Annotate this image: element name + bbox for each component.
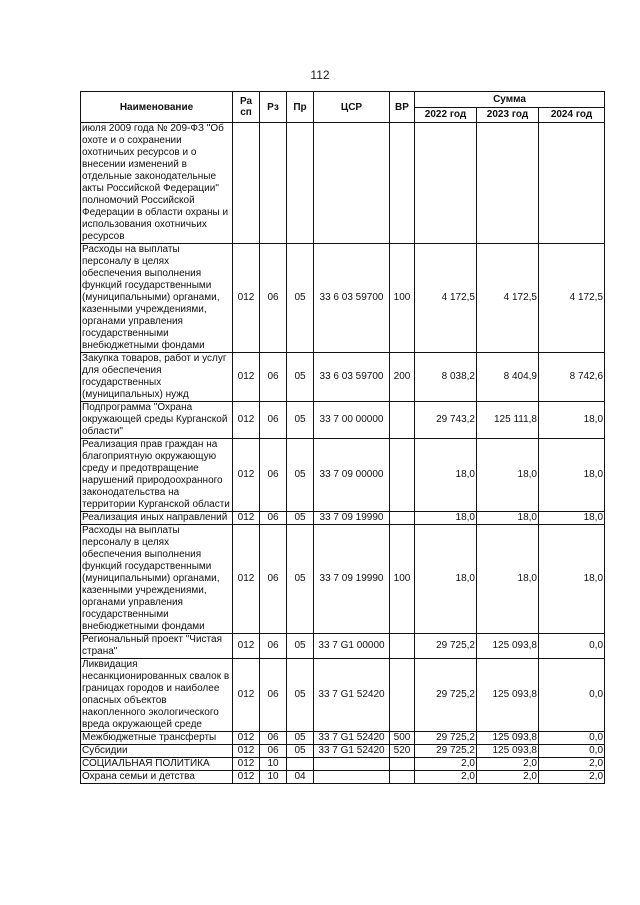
row-sum-2024: 0,0 (539, 659, 605, 732)
row-rasp: 012 (233, 745, 260, 758)
row-rz (260, 123, 287, 244)
row-rz: 06 (260, 402, 287, 439)
row-name: Региональный проект "Чистая страна" (81, 634, 233, 659)
row-sum-2022: 18,0 (415, 525, 477, 634)
row-sum-2022: 18,0 (415, 512, 477, 525)
row-rasp: 012 (233, 512, 260, 525)
row-rz: 06 (260, 244, 287, 353)
row-vr (390, 512, 415, 525)
row-sum-2024: 0,0 (539, 634, 605, 659)
row-sum-2022: 4 172,5 (415, 244, 477, 353)
table-row (81, 512, 605, 525)
row-vr (390, 439, 415, 512)
row-sum-2024: 2,0 (539, 771, 605, 784)
row-vr: 200 (390, 353, 415, 402)
row-pr: 05 (287, 439, 314, 512)
row-sum-2024: 0,0 (539, 732, 605, 745)
row-rz: 10 (260, 758, 287, 771)
row-rasp: 012 (233, 659, 260, 732)
row-vr (390, 402, 415, 439)
col-header-sum: Сумма (415, 92, 605, 108)
row-csr: 33 7 G1 00000 (314, 634, 390, 659)
row-vr (390, 123, 415, 244)
row-sum-2023 (477, 123, 539, 244)
row-rasp: 012 (233, 402, 260, 439)
row-name: Ликвидация несанкционированных свалок в границах городов и наиболее опасных объектов накопленного экологического вреда окружающей среде (81, 659, 233, 732)
row-pr: 04 (287, 771, 314, 784)
row-csr (314, 123, 390, 244)
col-header-name: Наименование (81, 92, 233, 123)
row-vr: 500 (390, 732, 415, 745)
row-rz: 06 (260, 659, 287, 732)
row-rz: 10 (260, 771, 287, 784)
row-rasp: 012 (233, 732, 260, 745)
row-vr (390, 659, 415, 732)
col-header-year-2024: 2024 год (539, 107, 605, 123)
row-pr: 05 (287, 402, 314, 439)
row-pr: 05 (287, 634, 314, 659)
row-csr: 33 7 09 00000 (314, 439, 390, 512)
row-name: Расходы на выплаты персоналу в целях обеспечения выполнения функций государственными (муниципальными) органами, казенными учреждениями, органами управления государственными внебюджетными фондами (81, 244, 233, 353)
table-row (81, 745, 605, 758)
row-rasp: 012 (233, 634, 260, 659)
row-pr (287, 758, 314, 771)
row-sum-2024: 18,0 (539, 439, 605, 512)
row-rz: 06 (260, 439, 287, 512)
table-row (81, 771, 605, 784)
table-row (81, 758, 605, 771)
row-sum-2024 (539, 123, 605, 244)
row-pr: 05 (287, 353, 314, 402)
row-sum-2022: 18,0 (415, 439, 477, 512)
row-sum-2024: 4 172,5 (539, 244, 605, 353)
row-sum-2024: 8 742,6 (539, 353, 605, 402)
row-sum-2024: 2,0 (539, 758, 605, 771)
row-vr (390, 758, 415, 771)
row-rasp (233, 123, 260, 244)
row-rasp: 012 (233, 244, 260, 353)
row-sum-2023: 125 093,8 (477, 732, 539, 745)
row-vr: 100 (390, 525, 415, 634)
row-csr (314, 758, 390, 771)
row-sum-2023: 2,0 (477, 771, 539, 784)
row-csr (314, 771, 390, 784)
row-name: Закупка товаров, работ и услуг для обеспечения государственных (муниципальных) нужд (81, 353, 233, 402)
row-sum-2024: 18,0 (539, 512, 605, 525)
row-name: Подпрограмма "Охрана окружающей среды Курганской области" (81, 402, 233, 439)
table-row (81, 732, 605, 745)
row-sum-2022: 29 743,2 (415, 402, 477, 439)
row-sum-2022: 29 725,2 (415, 745, 477, 758)
table-row (81, 659, 605, 732)
row-rz: 06 (260, 512, 287, 525)
col-header-year-2023: 2023 год (477, 107, 539, 123)
col-header-year-2022: 2022 год (415, 107, 477, 123)
row-csr: 33 6 03 59700 (314, 244, 390, 353)
row-pr: 05 (287, 659, 314, 732)
row-pr (287, 123, 314, 244)
row-csr: 33 7 09 19990 (314, 525, 390, 634)
row-rz: 06 (260, 353, 287, 402)
row-sum-2023: 8 404,9 (477, 353, 539, 402)
row-pr: 05 (287, 732, 314, 745)
row-sum-2023: 125 093,8 (477, 745, 539, 758)
row-rz: 06 (260, 745, 287, 758)
col-header-csr: ЦСР (314, 92, 390, 123)
row-csr: 33 7 00 00000 (314, 402, 390, 439)
row-sum-2022 (415, 123, 477, 244)
row-name: Реализация иных направлений (81, 512, 233, 525)
row-name: Субсидии (81, 745, 233, 758)
row-vr (390, 634, 415, 659)
row-csr: 33 6 03 59700 (314, 353, 390, 402)
table-header-row (81, 92, 605, 108)
row-csr: 33 7 09 19990 (314, 512, 390, 525)
table-row (81, 402, 605, 439)
row-rz: 06 (260, 634, 287, 659)
row-sum-2022: 2,0 (415, 758, 477, 771)
row-name: Охрана семьи и детства (81, 771, 233, 784)
row-name: Расходы на выплаты персоналу в целях обеспечения выполнения функций государственными (муниципальными) органами, казенными учреждениями, органами управления государственными внебюджетными фондами (81, 525, 233, 634)
col-header-rz: Рз (260, 92, 287, 123)
row-rz: 06 (260, 732, 287, 745)
page-number: 112 (310, 68, 330, 82)
row-name: Реализация прав граждан на благоприятную окружающую среду и предотвращение нарушений природоохранного законодательства на территории Курганской области (81, 439, 233, 512)
row-sum-2022: 2,0 (415, 771, 477, 784)
row-sum-2023: 18,0 (477, 525, 539, 634)
table-row (81, 634, 605, 659)
row-pr: 05 (287, 512, 314, 525)
row-sum-2023: 2,0 (477, 758, 539, 771)
row-rasp: 012 (233, 771, 260, 784)
row-sum-2022: 8 038,2 (415, 353, 477, 402)
table-row (81, 439, 605, 512)
budget-table (80, 91, 605, 784)
row-rasp: 012 (233, 353, 260, 402)
row-pr: 05 (287, 745, 314, 758)
row-rasp: 012 (233, 758, 260, 771)
row-sum-2024: 18,0 (539, 525, 605, 634)
row-sum-2022: 29 725,2 (415, 732, 477, 745)
row-sum-2024: 0,0 (539, 745, 605, 758)
col-header-pr: Пр (287, 92, 314, 123)
row-name: июля 2009 года № 209-ФЗ "Об охоте и о сохранении охотничьих ресурсов и о внесении изменений в отдельные законодательные акты Российской Федерации" полномочий Российской Федерации в области охраны и использования охотничьих ресурсов (81, 123, 233, 244)
table-row (81, 123, 605, 244)
row-sum-2022: 29 725,2 (415, 659, 477, 732)
table-row (81, 244, 605, 353)
row-vr: 100 (390, 244, 415, 353)
row-name: СОЦИАЛЬНАЯ ПОЛИТИКА (81, 758, 233, 771)
row-pr: 05 (287, 525, 314, 634)
row-csr: 33 7 G1 52420 (314, 745, 390, 758)
table-row (81, 525, 605, 634)
col-header-rasp: Ра сп (233, 92, 260, 123)
row-vr: 520 (390, 745, 415, 758)
row-pr: 05 (287, 244, 314, 353)
row-rz: 06 (260, 525, 287, 634)
row-csr: 33 7 G1 52420 (314, 732, 390, 745)
row-name: Межбюджетные трансферты (81, 732, 233, 745)
row-rasp: 012 (233, 525, 260, 634)
row-sum-2023: 125 093,8 (477, 659, 539, 732)
row-sum-2023: 18,0 (477, 512, 539, 525)
row-sum-2023: 125 093,8 (477, 634, 539, 659)
row-sum-2023: 18,0 (477, 439, 539, 512)
row-csr: 33 7 G1 52420 (314, 659, 390, 732)
row-vr (390, 771, 415, 784)
row-sum-2022: 29 725,2 (415, 634, 477, 659)
row-sum-2023: 4 172,5 (477, 244, 539, 353)
row-sum-2023: 125 111,8 (477, 402, 539, 439)
table-row (81, 353, 605, 402)
row-sum-2024: 18,0 (539, 402, 605, 439)
row-rasp: 012 (233, 439, 260, 512)
col-header-vr: ВР (390, 92, 415, 123)
